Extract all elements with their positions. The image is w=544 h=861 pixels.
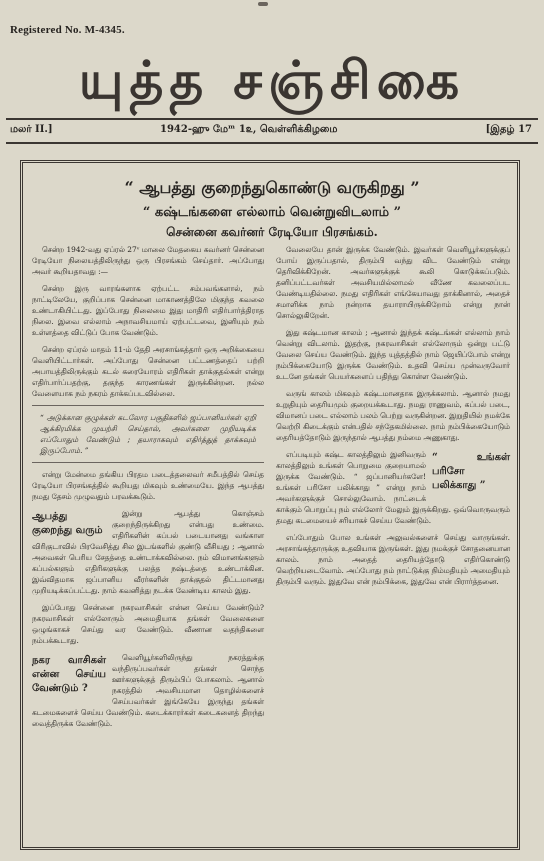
article-paragraph: சென்ற ஏப்ரல் மாதம் 11-ம் தேதி அரசாங்கத்தார் ஒரு அறிக்கையை வெளியிட்டார்கள். அப்போது சென்னை பட்டணத்தைப் பற்றி அபாயத்திலிருக்கும் கடல் கரையோரம் எதிரிகள் தாக்குதல்கள் என்று எதிர்பார்ப்பதற்கு, தகுந்த காரணங்கள் இருக்கின்றன. நல்ல வேளையாக நம் நகரம் தாக்கப்படவில்லை. <box>32 345 264 398</box>
article-subheadline: “ கஷ்டங்களை எல்லாம் வென்றுவிடலாம் ” <box>142 205 402 220</box>
ink-smudge <box>258 2 268 6</box>
article-paragraph: எப்படியும் கஷ்ட காலத்திலும் இனிவரும் காலத்திலும் உங்கள் பொறுமை குறையாமல் இருக்க வேண்டும். “ ஜப்பானியர்களே! உங்கள் பரிசோ பலிக்காது ” என்று நாம் அவர்களுக்குச் சொல்லுவோம். நாட்டைக் காக்கும் பொறுப்பு நம் எல்லோர் மேலும் இருக்கிறது. ஒவ்வொருவரும் தமது கடமையைச் சரியாகச் செய்ய வேண்டும். <box>276 450 510 525</box>
side-heading-danger-reducing: ஆபத்து குறைந்து வரும் <box>32 511 103 536</box>
registration-number: Registered No. M-4345. <box>10 24 125 36</box>
article-paragraph: வேலையே தான் இருக்க வேண்டும். இவர்கள் வெளியூர்களுக்குப் போய் இருப்பதால், திரும்பி வந்து விட வேண்டும் என்று தெரிவிக்கிறேன். அவர்களுக்குக் கூலி கொடுக்கப்படும். தனிப்பட்டவர்கள் அவசியமில்லாமல் வீணே கவலைப்பட வேண்டியதில்லை. நமது எதிரிகள் எங்கேயாவது தாக்கினால், அதைச் சமாளிக்க நாம் நன்றாக தயாராயிருக்கிறோம் என்று நான் சொல்லுகிறேன். <box>276 245 510 320</box>
masthead-rule-top <box>6 118 538 120</box>
masthead-rule-bottom <box>6 142 538 144</box>
article-byline: சென்னை கவர்னர் ரேடியோ பிரசங்கம். <box>166 225 378 239</box>
issue-date: 1942-ஹு மேᵐ 1௨, வெள்ளிக்கிழமை <box>160 124 338 135</box>
issue-number: [இதழ் 17 <box>485 124 532 135</box>
article-paragraph: இது கஷ்டமான காலம் ; ஆனால் இந்தக் கஷ்டங்கள் எல்லாம் நாம் வென்று விடலாம். இதற்கு, நகரவாசிகள் எல்லோரும் ஒன்று பட்டு வேலை செய்ய வேண்டும். இந்த யுத்தத்தில் நாம் ஜெயிப்போம் என்று நம்பிக்கையோடு இருக்க வேண்டும். உதவி செய்ய முன்வருவோர் உடனே தங்கள் பெயர்களைப் பதிந்து கொள்ள வேண்டும். <box>276 328 510 381</box>
side-heading-citizens: நகர வாசிகள் என்ன செய்ய வேண்டும் ? <box>32 655 106 694</box>
article-paragraph: எப்போதும் போல உங்கள் அலுவல்களைச் செய்து வாருங்கள். அரசாங்கத்தாருக்கு உதவியாக இருங்கள். இது நமக்குச் சோதனையான காலம். நாம் அதைத் தைரியத்தோடு எதிர்கொண்டு வெற்றியடைவோம். அப்போது நம் நாட்டுக்கு நிம்மதியும் அமைதியும் திரும்பி வரும். இதுவே என் நம்பிக்கை, இதுவே என் பிரார்த்தனை. <box>276 533 510 586</box>
pull-quote: “ அடுக்கான குழுக்கள் கடலோர பகுதிகளில் ஜப்பானியர்கள் ஏறி ஆக்கிரமிக்க முயற்சி செய்தால், அவர்களை முறியடிக்க எப்போதும் வேண்டும் ; தயாராகவும் எதிர்த்துத் தாக்கவும் இருப்போம். ” <box>32 405 264 463</box>
masthead-title: யுத்த சஞ்சிகை <box>78 50 466 111</box>
article-paragraph: என்று மேன்மை தங்கிய பிரதம படைத்தலைவர் சமீபத்தில் செய்த ரேடியோ பிரசங்கத்தில் கூறியது மிகவும் உண்மையே. இந்த ஆபத்து நமது தேசம் முழுவதும் பரவக்கூடும். <box>32 470 264 501</box>
article-paragraph: சென்ற இரு வாரங்களாக ஏற்பட்ட சம்பவங்களால், நம் நாட்டிலேயே, குறிப்பாக சென்னை மாகாணத்திலே மிகுந்த கவலை உண்டாகியிட்டது. இப்போது நிலைமை இது மாதிரி எதிர்பார்த்திராத நிலை. இவை எல்லாம் அநாவசியமாய் ஏற்பட்டவை, இனியும் நம் உள்ளத்தை விட்டுப் போக வேண்டும். <box>32 284 264 337</box>
article-paragraph: சென்ற 1942-வது ஏப்ரல் 27ᵛ மாலை மேதகைய கவர்னர் சென்னை ரேடியோ நிலையத்திலிருந்து ஒரு பிரசங்கம் செய்தார். அப்போது அவர் கூறியதாவது :— <box>32 245 264 276</box>
article-paragraph: இன்று ஆபத்து கொஞ்சம் குறைந்திருக்கிறது என்பது உண்மை. எதிரிகளின் கப்பல் படையானது வங்காள விரிகுடாவில் பிரவேசித்து சில இடங்களில் குண்டு வீசியது ; ஆனால் அவைகள் பெரிய சேதத்தை உண்டாக்கவில்லை. நம் விமானங்களும் கப்பல்களும் எதிரிகளுக்கு பலத்த நஷ்டத்தை உண்டாக்கின. இவ்விதமாக ஜப்பானிய வீரர்களின் தாக்குதல் திட்டமானது முறியடிக்கப்பட்டது. நாம் கவனித்து நடக்க வேண்டிய காலம் இது. <box>32 509 264 595</box>
side-heading-your-test: “ உங்கள் பரிசோ பலிக்காது ” <box>432 452 510 491</box>
article-paragraph: வருங் காலம் மிகவும் கஷ்டமானதாக இருக்கலாம். ஆனால் நமது உறுதியும் தைரியமும் குறையக்கூடாது. நமது ராணுவம், கப்பல் படை, விமானப் படை எல்லாம் பலம் பெற்று வருகின்றன. இறுதியில் நமக்கே வெற்றி கிடைக்கும் என்பதில் சந்தேகமில்லை. நாம் நம்பிக்கையோடும் தைரியத்தோடும் இருந்தால் ஆபத்து நம்மை அணுகாது. <box>276 389 510 442</box>
article-paragraph: இப்போது சென்னை நகரவாசிகள் என்ன செய்ய வேண்டும்? நகரவாசிகள் எல்லோரும் அமைதியாக தங்கள் வேலைகளை ஒழுங்காகச் செய்து வர வேண்டும். வீணான வதந்திகளை நம்பக்கூடாது. <box>32 603 264 645</box>
article-column-left <box>32 244 264 735</box>
article-column-right <box>276 244 510 593</box>
volume-label: மலர் II.] <box>10 124 53 135</box>
article-headline: “ ஆபத்து குறைந்துகொண்டு வருகிறது ” <box>124 178 420 197</box>
article-paragraph: வெளியூர்களிலிருந்து நகரத்துக்கு வந்திருப்பவர்கள் தங்கள் சொந்த ஊர்களுக்குத் திரும்பிப் போகலாம். ஆனால் நகரத்தில் அவசியமான தொழில்களைச் செய்பவர்கள் இங்கேயே இருந்து தங்கள் கடமைகளைச் செய்ய வேண்டும். கடைக்காரர்கள் கடைகளைத் திறந்து வைத்திருக்க வேண்டும். <box>32 653 264 728</box>
